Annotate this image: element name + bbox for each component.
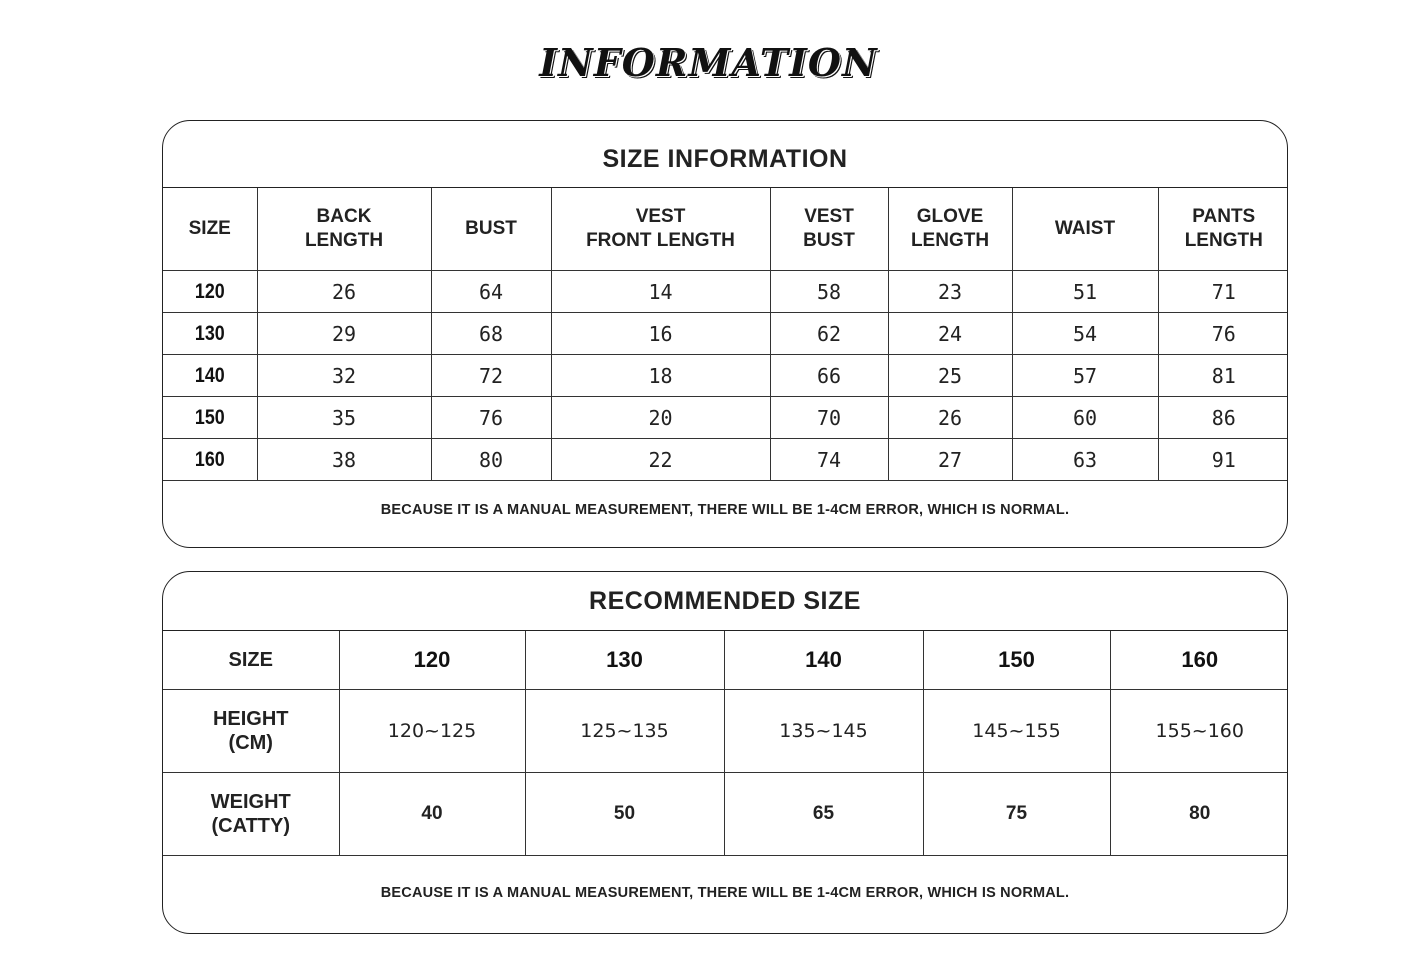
header-pants-length: PANTS LENGTH [1158,188,1288,271]
size-information-table [163,188,1288,481]
header-back-length: BACK LENGTH [257,188,431,271]
rec-size-cell: 140 [724,631,923,690]
rec-weight-cell: 80 [1110,773,1288,856]
recommended-note: BECAUSE IT IS A MANUAL MEASUREMENT, THERE WILL BE 1-4CM ERROR, WHICH IS NORMAL. [380,885,1070,901]
size-cell: 140 [170,355,250,397]
rec-weight-cell: 50 [525,773,724,856]
recommended-size-card [162,571,1288,934]
vest-bust-cell: 58 [770,271,888,313]
back-length-cell: 32 [257,355,431,397]
header-bust: BUST [431,188,551,271]
rec-weight-cell: 65 [724,773,923,856]
waist-cell: 54 [1012,313,1158,355]
rec-size-row [163,631,1288,690]
pants-length-cell: 91 [1158,439,1288,481]
header-size: SIZE [163,188,257,271]
size-cell: 120 [170,271,250,313]
bust-cell: 76 [431,397,551,439]
rec-weight-cell: 40 [339,773,525,856]
rec-size-cell: 120 [339,631,525,690]
waist-cell: 57 [1012,355,1158,397]
rec-weight-label: WEIGHT (CATTY) [163,773,339,856]
table-row [163,271,1288,313]
rec-height-cell: 145~155 [923,690,1110,773]
rec-size-cell: 160 [1110,631,1288,690]
back-length-cell: 26 [257,271,431,313]
glove-length-cell: 23 [888,271,1012,313]
pants-length-cell: 81 [1158,355,1288,397]
measurement-note: BECAUSE IT IS A MANUAL MEASUREMENT, THERE WILL BE 1-4CM ERROR, WHICH IS NORMAL. [380,502,1070,518]
header-vest-front-length: VEST FRONT LENGTH [551,188,770,271]
pants-length-cell: 76 [1158,313,1288,355]
bust-cell: 80 [431,439,551,481]
size-cell: 130 [170,313,250,355]
vest-bust-cell: 74 [770,439,888,481]
bust-cell: 72 [431,355,551,397]
vest-front-length-cell: 14 [551,271,770,313]
page-title: INFORMATION [539,40,878,85]
pants-length-cell: 86 [1158,397,1288,439]
size-information-card [162,120,1288,548]
glove-length-cell: 27 [888,439,1012,481]
header-glove-length: GLOVE LENGTH [888,188,1012,271]
glove-length-cell: 25 [888,355,1012,397]
vest-bust-cell: 62 [770,313,888,355]
table-row [163,439,1288,481]
rec-height-cell: 135~145 [724,690,923,773]
vest-front-length-cell: 18 [551,355,770,397]
waist-cell: 60 [1012,397,1158,439]
vest-bust-cell: 70 [770,397,888,439]
rec-height-cell: 120~125 [339,690,525,773]
rec-weight-cell: 75 [923,773,1110,856]
bust-cell: 64 [431,271,551,313]
table-row [163,355,1288,397]
size-information-title: SIZE INFORMATION [163,121,1287,188]
back-length-cell: 29 [257,313,431,355]
bust-cell: 68 [431,313,551,355]
table-row [163,397,1288,439]
vest-bust-cell: 66 [770,355,888,397]
recommended-size-title: RECOMMENDED SIZE [163,572,1287,631]
size-cell: 150 [170,397,250,439]
size-table-header-row [163,188,1288,271]
vest-front-length-cell: 16 [551,313,770,355]
rec-height-cell: 125~135 [525,690,724,773]
rec-height-label: HEIGHT (CM) [163,690,339,773]
rec-size-cell: 150 [923,631,1110,690]
back-length-cell: 38 [257,439,431,481]
table-row [163,313,1288,355]
rec-size-cell: 130 [525,631,724,690]
waist-cell: 51 [1012,271,1158,313]
waist-cell: 63 [1012,439,1158,481]
back-length-cell: 35 [257,397,431,439]
pants-length-cell: 71 [1158,271,1288,313]
glove-length-cell: 24 [888,313,1012,355]
rec-height-cell: 155~160 [1110,690,1288,773]
glove-length-cell: 26 [888,397,1012,439]
recommended-size-table [163,631,1288,856]
vest-front-length-cell: 20 [551,397,770,439]
vest-front-length-cell: 22 [551,439,770,481]
rec-weight-row [163,773,1288,856]
header-waist: WAIST [1012,188,1158,271]
rec-size-label: SIZE [163,631,339,690]
size-cell: 160 [170,439,250,481]
header-vest-bust: VEST BUST [770,188,888,271]
rec-height-row [163,690,1288,773]
